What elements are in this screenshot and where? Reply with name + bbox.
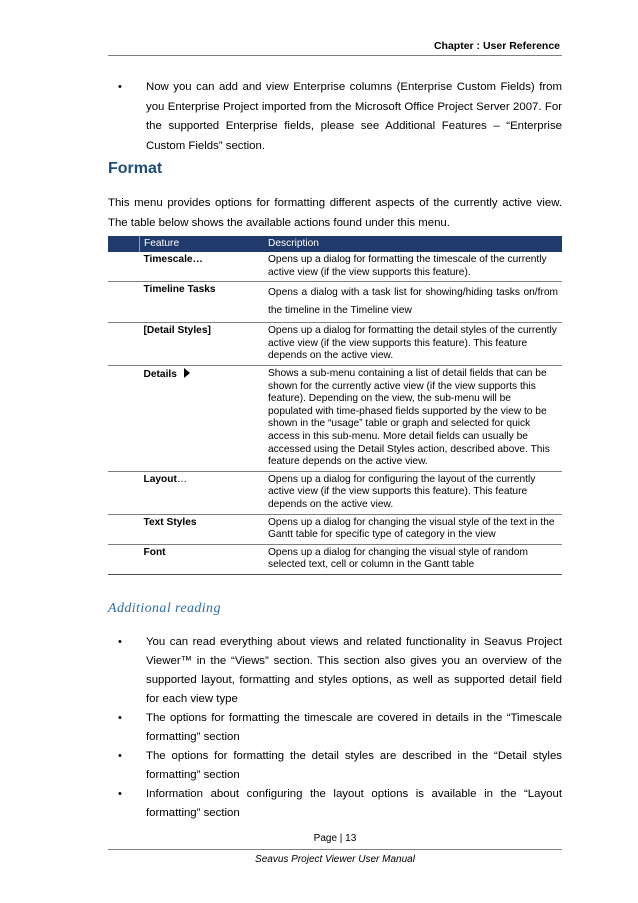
feature-cell: [Detail Styles] xyxy=(140,323,265,366)
list-item xyxy=(108,785,562,823)
table-header-spacer xyxy=(108,236,140,252)
feature-label: Layout xyxy=(143,473,177,485)
table-row xyxy=(108,282,562,323)
description-cell: Shows a sub-menu containing a list of detail fields that can be shown for the currently active view (if the view supports this feature). Depending on the view, the sub-menu will be populated with time-phased fields supported by the view to be shown in the “usage” table or graph and selected for quick access in this sub-menu. More detail fields can usually be accessed using the Detail Styles action, described above. This feature depends on the active view. xyxy=(264,365,562,471)
description-cell: Opens up a dialog for configuring the layout of the currently active view (if the view supports this feature). This feature depends on the active view. xyxy=(264,471,562,514)
bullet-icon: • xyxy=(118,712,122,724)
bullet-icon: • xyxy=(118,788,122,800)
table-row xyxy=(108,514,562,544)
list-item-text: You can read everything about views and related functionality in Seavus Project Viewer™ in the “Views” section. This section also gives you an overview of the supported layout, formatting and styles options, as well as supported detail field for each view type xyxy=(146,636,562,705)
feature-cell: Text Styles xyxy=(140,514,265,544)
intro-bullet xyxy=(108,78,562,156)
additional-reading-list xyxy=(108,633,562,823)
list-item xyxy=(108,633,562,709)
feature-cell xyxy=(140,365,265,471)
description-cell: Opens up a dialog for changing the visual style of random selected text, cell or column in the Gantt table xyxy=(264,544,562,574)
list-item-text: The options for formatting the timescale are covered in details in the “Timescale formatting” section xyxy=(146,712,562,743)
list-item xyxy=(108,747,562,785)
feature-cell: Font xyxy=(140,544,265,574)
format-heading: Format xyxy=(108,160,163,177)
bullet-icon: • xyxy=(118,81,122,93)
intro-bullet-text: Now you can add and view Enterprise columns (Enterprise Custom Fields) from you Enterprise Project imported from the Microsoft Office Project Server 2007. For the supported Enterprise fields, please see Additional Features – “Enterprise Custom Fields” section. xyxy=(146,81,562,152)
list-item-text: The options for formatting the detail styles are described in the “Detail styles formatting” section xyxy=(146,750,562,781)
table-row xyxy=(108,365,562,471)
additional-reading-heading: Additional reading xyxy=(108,601,221,616)
chapter-header: Chapter : User Reference xyxy=(433,40,560,52)
bullet-icon: • xyxy=(118,636,122,648)
submenu-arrow-icon xyxy=(184,368,190,378)
description-cell: Opens a dialog with a task list for showing/hiding tasks on/from the timeline in the Timeline view xyxy=(264,282,562,323)
table-row xyxy=(108,252,562,282)
format-paragraph: This menu provides options for formatting different aspects of the currently active view. The table below shows the available actions found under this menu. xyxy=(108,197,562,229)
table-row xyxy=(108,471,562,514)
list-item xyxy=(108,709,562,747)
table-header-description: Description xyxy=(264,236,562,252)
page-number: Page | 13 xyxy=(313,833,357,844)
table-row xyxy=(108,544,562,574)
feature-label: Details xyxy=(143,368,177,380)
format-actions-table xyxy=(108,236,562,575)
table-row xyxy=(108,323,562,366)
description-cell: Opens up a dialog for formatting the detail styles of the currently active view (if the view supports this feature). This feature depends on the active view. xyxy=(264,323,562,366)
header-rule xyxy=(108,55,562,56)
feature-cell: Timeline Tasks xyxy=(140,282,265,323)
feature-cell: Timescale… xyxy=(140,252,265,282)
description-cell: Opens up a dialog for changing the visual style of the text in the Gantt table for specific type of category in the view xyxy=(264,514,562,544)
bullet-icon: • xyxy=(118,750,122,762)
feature-cell xyxy=(140,471,265,514)
footer-rule xyxy=(108,849,562,850)
table-header-feature: Feature xyxy=(140,236,265,252)
table-header-row xyxy=(108,236,562,252)
feature-suffix: … xyxy=(176,473,188,485)
description-cell: Opens up a dialog for formatting the timescale of the currently active view (if the view supports this feature). xyxy=(264,252,562,282)
manual-title: Seavus Project Viewer User Manual xyxy=(255,854,415,865)
intro-bullet-list xyxy=(108,78,562,156)
list-item-text: Information about configuring the layout options is available in the “Layout formatting” section xyxy=(146,788,562,819)
